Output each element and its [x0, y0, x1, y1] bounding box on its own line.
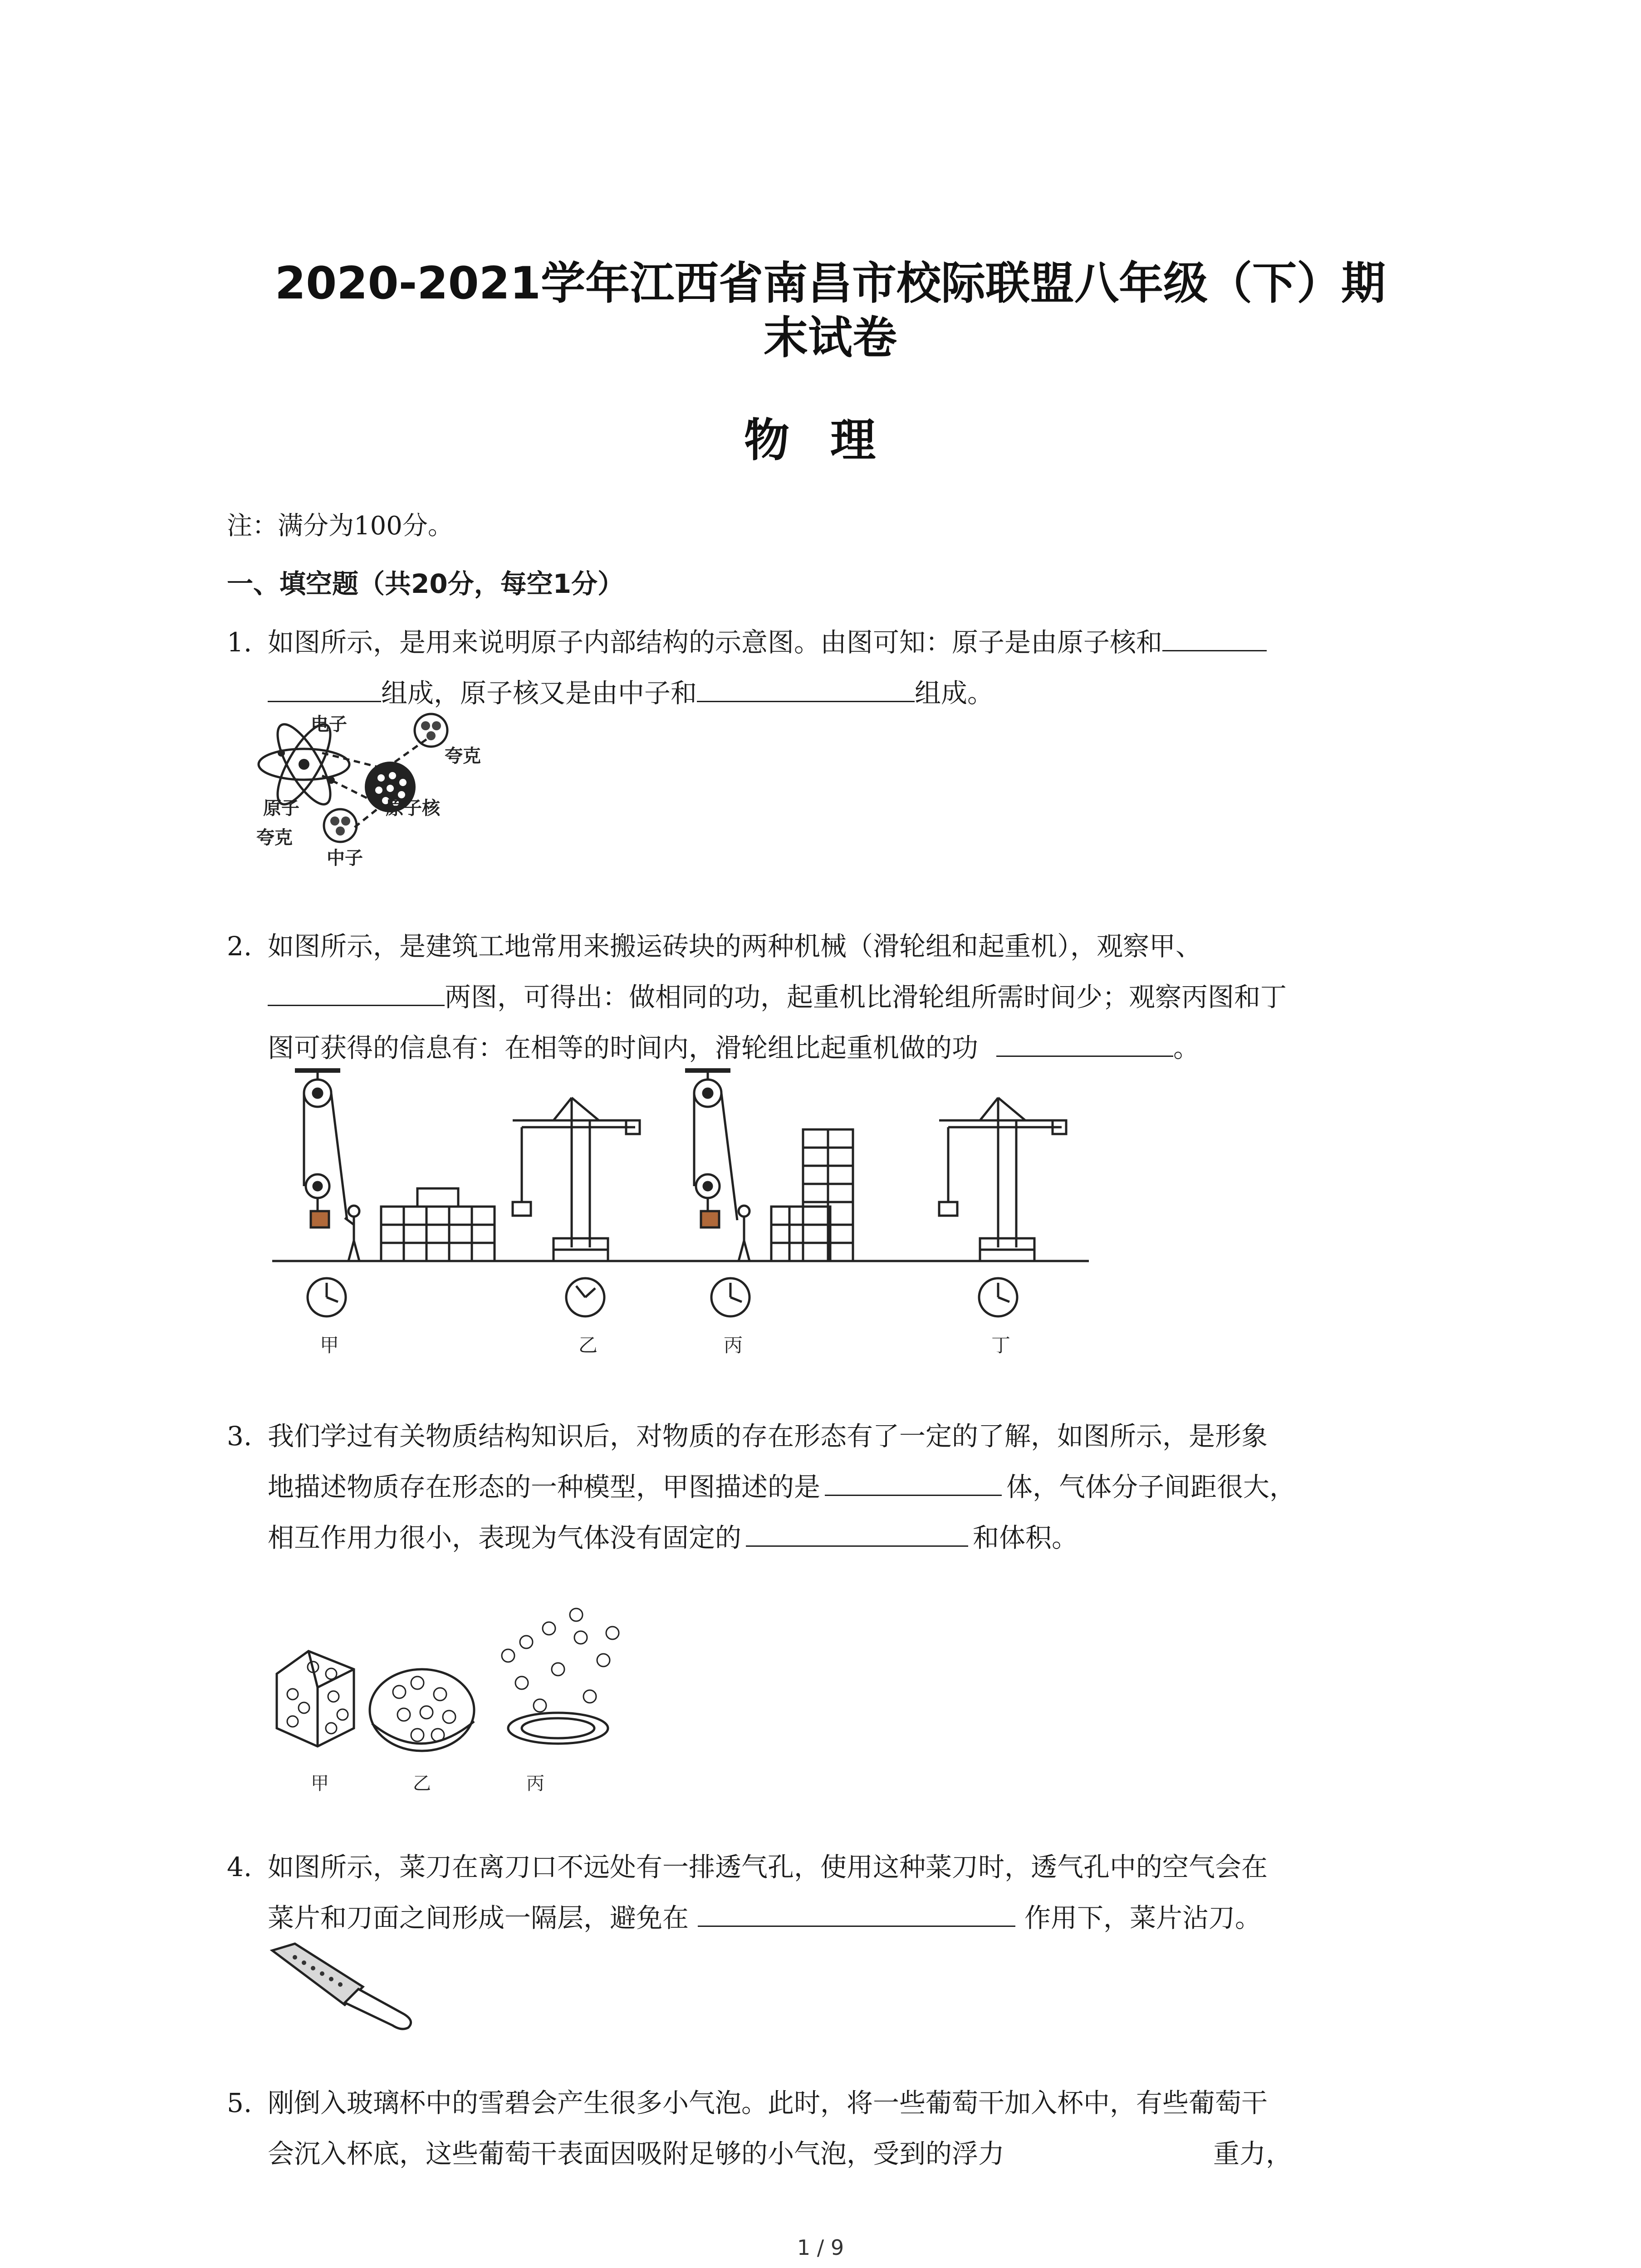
answer-blank[interactable]	[996, 1028, 1173, 1057]
nucleus-label: 原子核	[386, 798, 440, 819]
pulley-crane-figure	[272, 1066, 1089, 1365]
question-2	[227, 921, 1452, 1073]
states-of-matter-figure	[268, 1606, 631, 1796]
neutron-label: 中子	[327, 848, 363, 869]
question-text: 作用下，菜片沾刀。	[1024, 1902, 1262, 1933]
question-5	[227, 2077, 1452, 2179]
figure-label-jia: 甲	[311, 1773, 329, 1794]
answer-blank[interactable]	[698, 1898, 1015, 1927]
question-number: 2.	[227, 931, 252, 962]
figure-label-yi: 乙	[578, 1334, 598, 1356]
question-number: 3.	[227, 1421, 252, 1452]
exam-title-line2: 末试卷	[763, 312, 897, 364]
atom-structure-figure	[254, 712, 508, 875]
question-text: 重力，	[1213, 2138, 1293, 2169]
figure-label-jia: 甲	[320, 1334, 339, 1356]
answer-blank[interactable]	[268, 674, 381, 702]
atom-label: 原子	[263, 798, 299, 819]
question-number: 4.	[227, 1852, 252, 1882]
figure-label-bing: 丙	[724, 1334, 743, 1356]
question-text: 和体积。	[973, 1522, 1078, 1553]
question-4	[227, 1842, 1452, 1943]
answer-blank[interactable]	[1162, 623, 1267, 651]
question-text: 组成。	[915, 678, 994, 709]
quark-label-top: 夸克	[445, 746, 481, 767]
electron-label: 电子	[311, 714, 347, 735]
question-text: 体，气体分子间距很大，	[1006, 1471, 1296, 1502]
question-number: 5.	[227, 2087, 252, 2118]
question-text: 图可获得的信息有：在相等的时间内，滑轮组比起重机做的功	[268, 1032, 979, 1063]
question-text: 组成，原子核又是由中子和	[381, 678, 697, 709]
question-3	[227, 1411, 1452, 1563]
answer-blank[interactable]	[746, 1518, 968, 1547]
question-text: 刚倒入玻璃杯中的雪碧会产生很多小气泡。此时，将一些葡萄干加入杯中，有些葡萄干	[268, 2087, 1268, 2118]
question-text: 地描述物质存在形态的一种模型，甲图描述的是	[268, 1471, 821, 1502]
page-number: 1 / 9	[797, 2235, 844, 2260]
exam-title-line1: 2020-2021学年江西省南昌市校际联盟八年级（下）期	[274, 258, 1386, 309]
quark-label-bottom: 夸克	[256, 827, 293, 848]
score-note: 注：满分为100分。	[227, 511, 453, 541]
question-text: 相互作用力很小，表现为气体没有固定的	[268, 1522, 742, 1553]
question-text: 如图所示，是用来说明原子内部结构的示意图。由图可知：原子是由原子核和	[268, 627, 1163, 658]
figure-label-yi: 乙	[413, 1773, 431, 1794]
question-text: 菜片和刀面之间形成一隔层，避免在	[268, 1902, 689, 1933]
kitchen-knife-figure	[268, 1941, 422, 2032]
question-1	[227, 617, 1452, 719]
answer-blank[interactable]	[268, 978, 445, 1006]
answer-blank[interactable]	[697, 674, 915, 702]
question-number: 1.	[227, 627, 252, 658]
question-text: 我们学过有关物质结构知识后，对物质的存在形态有了一定的了解，如图所示，是形象	[268, 1421, 1268, 1452]
question-text: 两图，可得出：做相同的功，起重机比滑轮组所需时间少；观察丙图和丁	[445, 982, 1287, 1012]
figure-label-ding: 丁	[991, 1334, 1011, 1356]
answer-blank[interactable]	[825, 1467, 1002, 1496]
question-text: 。	[1173, 1032, 1200, 1063]
figure-label-bing: 丙	[526, 1773, 544, 1794]
subject-title: 物理	[744, 414, 916, 467]
section-fill-in-blank-title: 一、填空题（共20分，每空1分）	[227, 568, 624, 599]
question-text: 如图所示，是建筑工地常用来搬运砖块的两种机械（滑轮组和起重机），观察甲、	[268, 931, 1202, 962]
question-text: 如图所示，菜刀在离刀口不远处有一排透气孔，使用这种菜刀时，透气孔中的空气会在	[268, 1852, 1268, 1882]
question-text: 会沉入杯底，这些葡萄干表面因吸附足够的小气泡，受到的浮力	[268, 2138, 1005, 2169]
